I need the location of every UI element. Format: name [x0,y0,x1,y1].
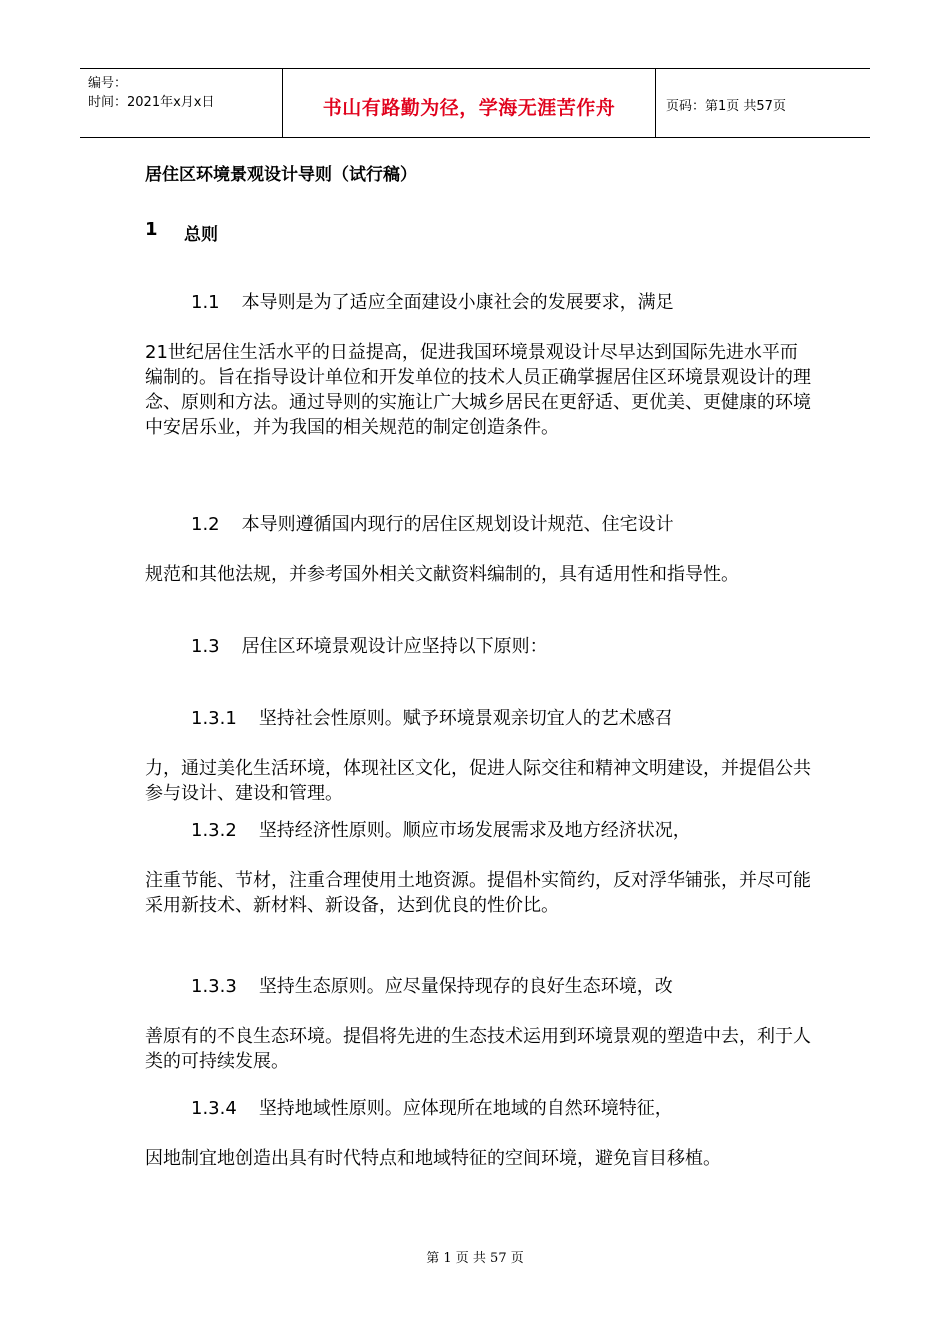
date-label: 时间：2021年x月x日 [88,95,215,110]
header-info-cell [80,69,283,137]
paragraph-body: 善原有的不良生态环境。提倡将先进的生态技术运用到环境景观的塑造中去，利于人类的可持续发展。 [145,1026,811,1072]
paragraph-1-3-2 [145,818,815,918]
paragraph-1-3 [145,634,815,684]
header-motto-cell [283,69,656,137]
paragraph-1-3-4 [145,1096,815,1171]
paragraph-body: 21世纪居住生活水平的日益提高，促进我国环境景观设计尽早达到国际先进水平而编制的。旨在指导设计单位和开发单位的技术人员正确掌握居住区环境景观设计的理念、原则和方法。通过导则的实施让广大城乡居民在更舒适、更优美、更健康的环境中安居乐业，并为我国的相关规范的制定创造条件。 [145,342,811,438]
paragraph-body: 注重节能、节材，注重合理使用土地资源。提倡朴实简约，反对浮华铺张，并尽可能采用新技术、新材料、新设备，达到优良的性价比。 [145,870,811,916]
paragraph-1-3-3 [145,974,815,1074]
paragraph-1-2 [145,512,815,587]
clause-number: 1.3.2 [191,820,237,841]
clause-number: 1.1 [191,292,220,313]
paragraph-first-line: 坚持地域性原则。应体现所在地域的自然环境特征， [258,1098,673,1119]
section-number: 1 [145,219,158,240]
clause-number: 1.2 [191,514,220,535]
paragraph-first-line: 坚持社会性原则。赋予环境景观亲切宜人的艺术感召 [258,708,673,729]
paragraph-1-1 [145,290,815,440]
paragraph-first-line: 坚持生态原则。应尽量保持现存的良好生态环境，改 [258,976,673,997]
serial-label: 编号： [88,76,128,91]
clause-number: 1.3.3 [191,976,237,997]
page-code: 页码：第1页 共57页 [666,99,786,114]
paragraph-body: 规范和其他法规，并参考国外相关文献资料编制的，具有适用性和指导性。 [145,564,739,585]
motto-text: 书山有路勤为径，学海无涯苦作舟 [322,97,616,119]
paragraph-first-line: 本导则是为了适应全面建设小康社会的发展要求，满足 [241,292,674,313]
page-header [80,68,870,138]
paragraph-first-line: 本导则遵循国内现行的居住区规划设计规范、住宅设计 [241,514,674,535]
section-title: 总则 [184,225,218,245]
paragraph-1-3-1 [145,706,815,806]
paragraph-body: 力，通过美化生活环境，体现社区文化，促进人际交往和精神文明建设，并提倡公共参与设计、建设和管理。 [145,758,811,804]
paragraph-body: 因地制宜地创造出具有时代特点和地域特征的空间环境，避免盲目移植。 [145,1148,721,1169]
header-page-cell [656,69,870,137]
paragraph-first-line: 居住区环境景观设计应坚持以下原则： [241,636,548,657]
clause-number: 1.3.4 [191,1098,237,1119]
document-title: 居住区环境景观设计导则（试行稿） [145,165,417,185]
page-footer: 第 1 页 共 57 页 [426,1251,524,1266]
paragraph-first-line: 坚持经济性原则。顺应市场发展需求及地方经济状况， [258,820,691,841]
clause-number: 1.3 [191,636,220,657]
clause-number: 1.3.1 [191,708,237,729]
